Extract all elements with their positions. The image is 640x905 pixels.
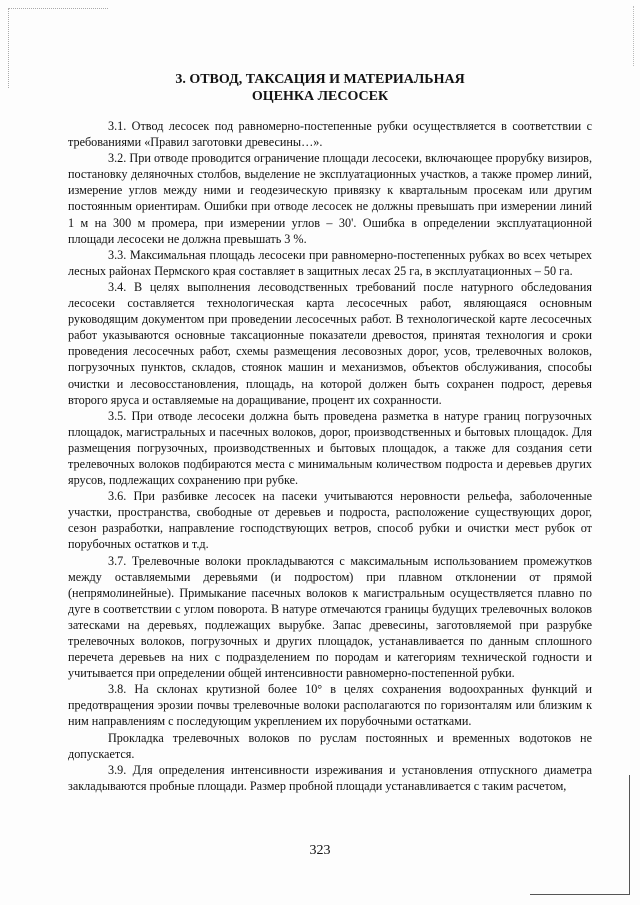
paragraph-3-1: 3.1. Отвод лесосек под равномерно-постепенные рубки осуществляется в соответствии с требованиями «Правил заготовки древесины…».: [68, 119, 592, 150]
section-title-line-2: ОЦЕНКА ЛЕСОСЕК: [251, 89, 389, 104]
paragraph-3-3: 3.3. Максимальная площадь лесосеки при равномерно-постепенных рубках во всех четырех лесных районах Пермского края составляет в защитных лесах 25 га, в эксплуатационных – 50 га.: [68, 247, 592, 278]
scan-edge-mark: [8, 8, 9, 88]
scan-edge-mark: [8, 8, 108, 9]
paragraph-3-7: 3.7. Трелевочные волоки прокладываются с максимальным использованием промежутков между оставляемыми деревьями (и подростом) при плавном отклонении от прямой (непрямолинейные). Примыкание пасечных волоков к магистральным осуществляется плавно по дуге в соответствии с углом поворота. В натуре отмечаются границы будущих трелевочных волоков затесками на деревьях, подлежащих вырубке. Запас древесины, заготовляемой при разрубке трелевочных волоков, погрузочных и других площадок, устанавливается по данным сплошного перечета деревьев на них с подразделением по породам и категориям технической годности и учитывается при определении общей интенсивности равномерно-постепенной рубки.: [68, 553, 592, 681]
paragraph-3-2: 3.2. При отводе проводится ограничение площади лесосеки, включающее прорубку визиров, постановку деляночных столбов, выделение не эксплуатационных участков, а также промер линий, измерение углов между ними и геодезическую привязку к квартальным просекам или другим постоянным ориентирам. Ошибки при отводе лесосек не должны превышать при измерении линий 1 м на 300 м промера, при измерении углов – 30'. Ошибка в определении эксплуатационной площади лесосеки не должна превышать 3 %.: [68, 151, 592, 246]
page-number: 323: [309, 843, 331, 858]
paragraph-3-8: 3.8. На склонах крутизной более 10° в целях сохранения водоохранных функций и предотвращения эрозии почвы трелевочные волоки располагаются по горизонталям или близким к ним направлениям с последующим укреплением их порубочными остатками.: [68, 682, 592, 729]
scan-edge-mark: [633, 6, 634, 66]
section-title-line-1: 3. ОТВОД, ТАКСАЦИЯ И МАТЕРИАЛЬНАЯ: [175, 72, 465, 87]
paragraph-3-5: 3.5. При отводе лесосеки должна быть проведена разметка в натуре границ погрузочных площадок, магистральных и пасечных волоков, дорог, производственных и бытовых площадок. Для размещения погрузочных, производственных и бытовых площадок, а также для создания сети трелевочных волоков подбираются места с минимальным количеством подроста и деревьев других ярусов, подлежащих сохранению при рубке.: [68, 408, 592, 488]
body-text: [68, 118, 592, 794]
paragraph-3-9: 3.9. Для определения интенсивности изреживания и установления отпускного диаметра закладываются пробные площади. Размер пробной площади устанавливается с таким расчетом,: [68, 762, 592, 793]
section-title: [60, 71, 580, 105]
scan-edge-mark: [530, 894, 630, 895]
paragraph-3-6: 3.6. При разбивке лесосек на пасеки учитываются неровности рельефа, заболоченные участки, пространства, свободные от деревьев и подроста, расположение существующих дорог, сезон разработки, направление господствующих ветров, способ рубки и очистки мест рубок от порубочных остатков и т.д.: [68, 489, 592, 552]
scan-edge-mark: [629, 775, 630, 895]
paragraph-3-8-note: Прокладка трелевочных волоков по руслам постоянных и временных водотоков не допускается.: [68, 730, 592, 761]
paragraph-3-4: 3.4. В целях выполнения лесоводственных требований после натурного обследования лесосеки составляется технологическая карта лесосечных работ, являющаяся основным руководящим документом при проведении лесосечных работ. В технологической карте лесосечных работ указываются основные таксационные показатели древостоя, принятая технология и сроки проведения лесосечных работ, схемы размещения лесовозных дорог, усов, трелевочных волоков, погрузочных пунктов, складов, стоянок машин и механизмов, объектов обслуживания, способы очистки и лесовосстановления, площадь, на которой должен быть сохранен подрост, деревья второго яруса и оставляемые на доращивание, процент их сохранности.: [68, 279, 592, 407]
